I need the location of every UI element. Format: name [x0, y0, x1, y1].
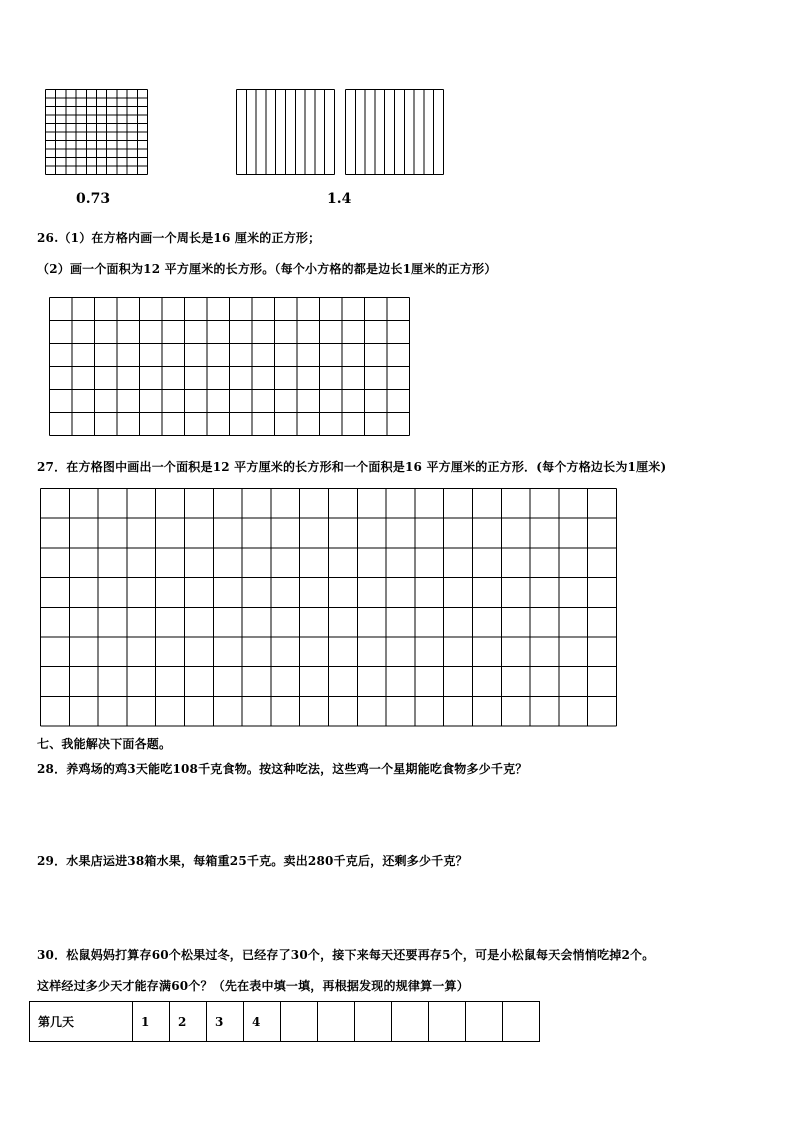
day-table-row	[30, 1002, 540, 1042]
day-cell[interactable]: 2	[170, 1002, 207, 1042]
day-cell[interactable]: 4	[244, 1002, 281, 1042]
day-cell[interactable]	[318, 1002, 355, 1042]
question-28: 28．养鸡场的鸡3天能吃108千克食物。按这种吃法，这些鸡一个星期能吃食物多少千克？	[37, 762, 528, 776]
day-cell[interactable]	[392, 1002, 429, 1042]
grid-q26[interactable]	[48, 296, 412, 438]
day-cell[interactable]	[503, 1002, 540, 1042]
day-cell[interactable]: 3	[207, 1002, 244, 1042]
decimal-label-14: 1.4	[327, 191, 352, 207]
day-cell[interactable]	[466, 1002, 503, 1042]
day-table	[29, 1001, 540, 1042]
tenths-strip-figure-1	[235, 88, 336, 176]
question-30-line-1: 30．松鼠妈妈打算存60个松果过冬，已经存了30个，接下来每天还要再存5个，可是小松鼠每天会悄悄吃掉2个。	[37, 948, 655, 962]
question-27: 27．在方格图中画出一个面积是12 平方厘米的长方形和一个面积是16 平方厘米的正方形．(每个方格边长为1厘米)	[37, 460, 667, 474]
day-cell[interactable]: 1	[133, 1002, 170, 1042]
day-table-header: 第几天	[30, 1002, 133, 1042]
question-29: 29．水果店运进38箱水果，每箱重25千克。卖出280千克后，还剩多少千克？	[37, 854, 468, 868]
section-7-heading: 七、我能解决下面各题。	[37, 737, 172, 751]
hundredths-grid-figure	[44, 88, 150, 176]
day-cell[interactable]	[281, 1002, 318, 1042]
question-30-line-2: 这样经过多少天才能存满60个？（先在表中填一填，再根据发现的规律算一算）	[37, 979, 469, 993]
question-26-part-2: （2）画一个面积为12 平方厘米的长方形。（每个小方格的都是边长1厘米的正方形）	[37, 262, 497, 276]
question-26-part-1: 26.（1）在方格内画一个周长是16 厘米的正方形；	[37, 231, 321, 245]
grid-q27[interactable]	[39, 487, 619, 728]
day-cell[interactable]	[355, 1002, 392, 1042]
decimal-label-073: 0.73	[76, 191, 111, 207]
tenths-strip-figure-2	[344, 88, 445, 176]
day-cell[interactable]	[429, 1002, 466, 1042]
